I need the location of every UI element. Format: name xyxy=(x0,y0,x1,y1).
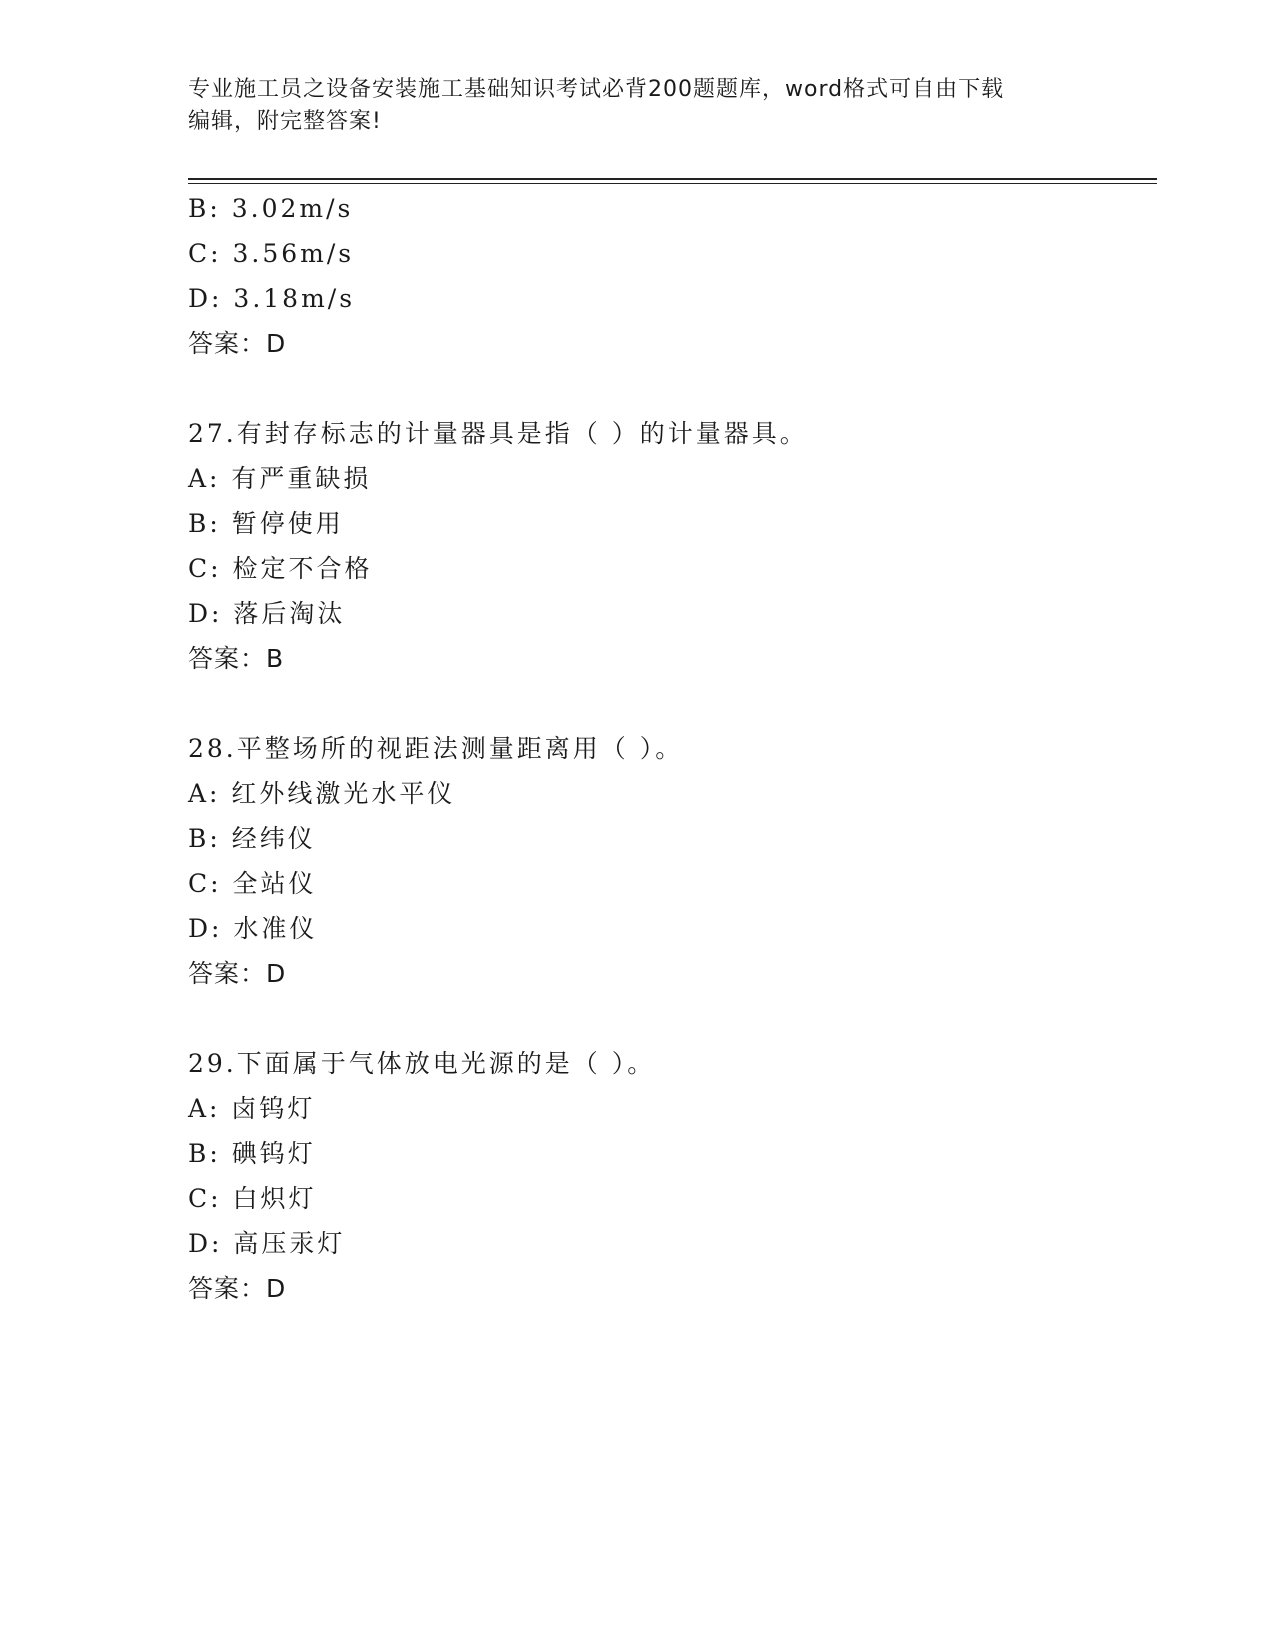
header-line-2: 编辑，附完整答案! xyxy=(188,109,382,134)
q29-option-b: B: 碘钨灯 xyxy=(188,1139,316,1168)
header-line-1: 专业施工员之设备安装施工基础知识考试必背200题题库，word格式可自由下载 xyxy=(188,77,1005,102)
q29-option-a: A: 卤钨灯 xyxy=(188,1094,316,1123)
q29-option-c: C: 白炽灯 xyxy=(188,1184,317,1213)
q28-option-b: B: 经纬仪 xyxy=(188,824,316,853)
q29-answer: 答案：D xyxy=(188,1274,287,1303)
header-rule-thin xyxy=(188,183,1157,184)
q27-option-d: D: 落后淘汰 xyxy=(188,599,346,628)
q29-option-d: D: 高压汞灯 xyxy=(188,1229,346,1258)
q27-answer: 答案：B xyxy=(188,644,285,673)
q28-answer: 答案：D xyxy=(188,959,287,988)
header-rule-thick xyxy=(188,178,1157,180)
q26-option-c: C: 3.56m/s xyxy=(188,239,355,268)
q26-answer: 答案：D xyxy=(188,329,287,358)
q26-option-b: B: 3.02m/s xyxy=(188,194,354,223)
q29-question: 29.下面属于气体放电光源的是（ ）。 xyxy=(188,1049,656,1078)
q27-question: 27.有封存标志的计量器具是指（ ）的计量器具。 xyxy=(188,419,808,448)
q27-option-a: A: 有严重缺损 xyxy=(188,464,372,493)
q28-option-c: C: 全站仪 xyxy=(188,869,317,898)
q28-option-a: A: 红外线激光水平仪 xyxy=(188,779,456,808)
q26-option-d: D: 3.18m/s xyxy=(188,284,356,313)
q28-option-d: D: 水准仪 xyxy=(188,914,318,943)
q27-option-c: C: 检定不合格 xyxy=(188,554,373,583)
q27-option-b: B: 暂停使用 xyxy=(188,509,344,538)
page-header xyxy=(188,74,1088,138)
q28-question: 28.平整场所的视距法测量距离用（ ）。 xyxy=(188,734,684,763)
